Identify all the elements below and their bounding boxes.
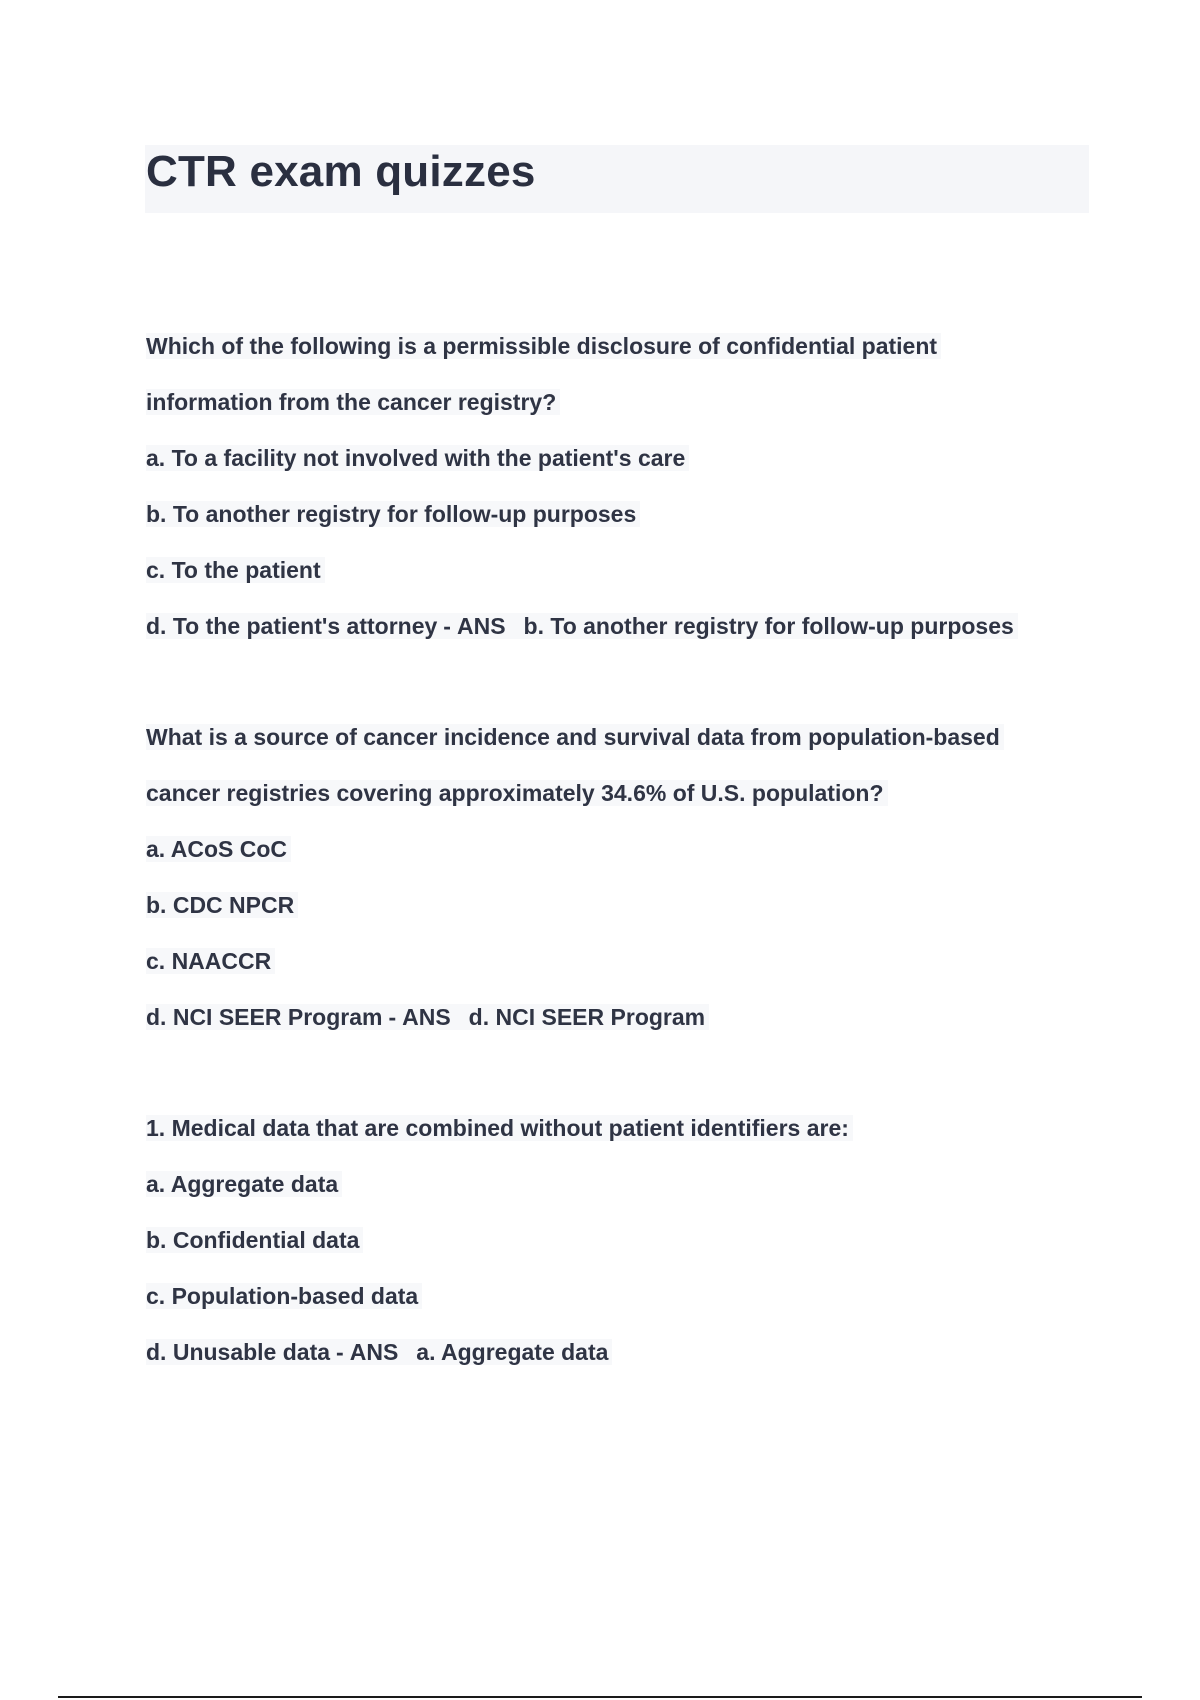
question-text-line: 1. Medical data that are combined without patient identifiers are: bbox=[146, 1100, 1086, 1156]
answer-line bbox=[146, 598, 1086, 654]
answer-option: b. Confidential data bbox=[146, 1212, 1086, 1268]
ans-label: ANS bbox=[349, 1339, 399, 1365]
ans-label: ANS bbox=[456, 613, 506, 639]
question-text-line: What is a source of cancer incidence and survival data from population-based bbox=[146, 709, 1086, 765]
answer-option: b. CDC NPCR bbox=[146, 877, 1086, 933]
answer-line bbox=[146, 989, 1086, 1045]
correct-answer: b. To another registry for follow-up purposes bbox=[523, 613, 1014, 639]
answer-separator: - bbox=[336, 1339, 344, 1365]
footer-divider bbox=[58, 1696, 1142, 1698]
question-text-line: cancer registries covering approximately 34.6% of U.S. population? bbox=[146, 765, 1086, 821]
quiz-content bbox=[146, 318, 1086, 1380]
question-text-line: information from the cancer registry? bbox=[146, 374, 1086, 430]
correct-answer: d. NCI SEER Program bbox=[468, 1004, 706, 1030]
ans-label: ANS bbox=[402, 1004, 451, 1030]
last-option: d. NCI SEER Program bbox=[146, 1004, 383, 1030]
question-block bbox=[146, 1100, 1086, 1380]
document-title: CTR exam quizzes bbox=[146, 147, 536, 196]
question-block bbox=[146, 318, 1086, 654]
answer-option: c. Population-based data bbox=[146, 1268, 1086, 1324]
last-option: d. To the patient's attorney bbox=[146, 613, 438, 639]
answer-line bbox=[146, 1324, 1086, 1380]
answer-option: a. Aggregate data bbox=[146, 1156, 1086, 1212]
answer-separator: - bbox=[388, 1004, 397, 1030]
answer-option: c. NAACCR bbox=[146, 933, 1086, 989]
correct-answer: a. Aggregate data bbox=[416, 1339, 609, 1365]
answer-separator: - bbox=[443, 613, 451, 639]
answer-option: b. To another registry for follow-up purposes bbox=[146, 486, 1086, 542]
answer-option: a. ACoS CoC bbox=[146, 821, 1086, 877]
question-text-line: Which of the following is a permissible disclosure of confidential patient bbox=[146, 318, 1086, 374]
answer-option: c. To the patient bbox=[146, 542, 1086, 598]
last-option: d. Unusable data bbox=[146, 1339, 331, 1365]
answer-option: a. To a facility not involved with the patient's care bbox=[146, 430, 1086, 486]
question-block bbox=[146, 709, 1086, 1045]
